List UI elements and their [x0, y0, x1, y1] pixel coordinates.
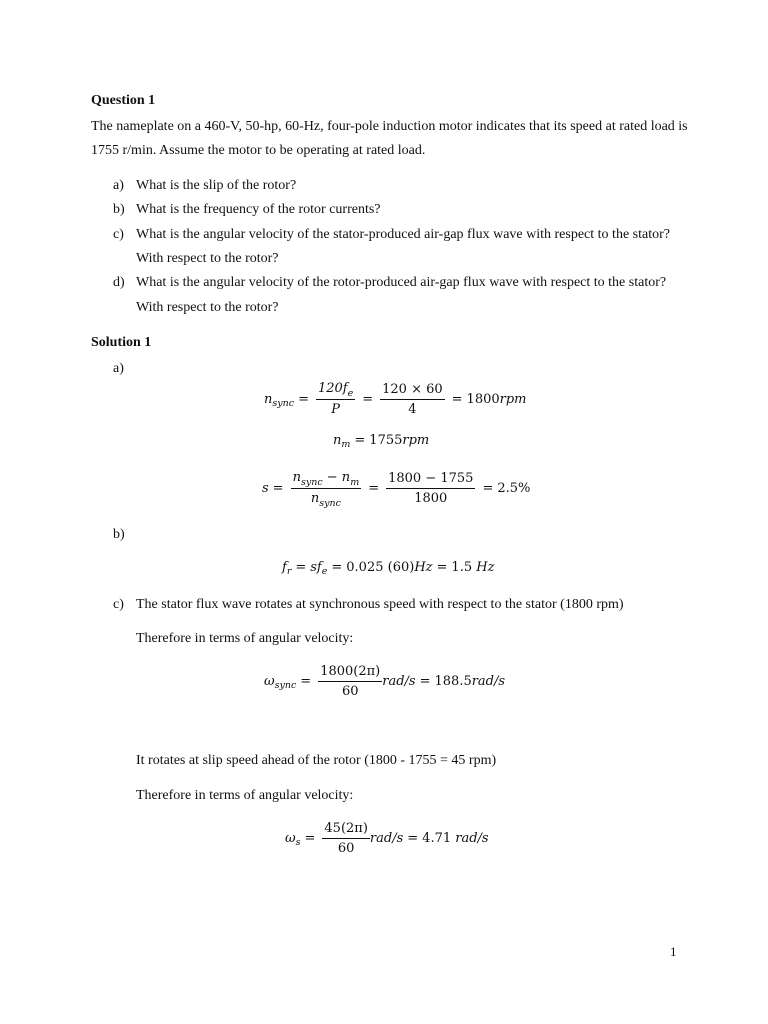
equation-rotor-frequency: f r = sf e = 0.025 (60) Hz = 1.5 Hz [282, 560, 495, 577]
eq-unit-1: rad/s [382, 674, 416, 689]
frac-num: 120f [317, 381, 348, 396]
solution-c-text-4: Therefore in terms of angular velocity: [136, 788, 354, 803]
eq-lhs-sub: s [295, 837, 301, 848]
eq-mid: 0.025 (60) [346, 560, 415, 575]
eq-lhs: n [264, 391, 273, 407]
solution-marker-a: a) [113, 361, 124, 376]
list-marker-d: d) [113, 275, 125, 290]
eq-lhs-sub: sync [272, 397, 295, 409]
eq-sfe: sf [310, 560, 322, 575]
eq-lhs: ω [264, 674, 275, 689]
eq-result: 2.5% [497, 481, 531, 496]
solution-marker-c: c) [113, 597, 124, 612]
eq-sfe-sub: e [321, 566, 328, 577]
frac-den-sub: sync [319, 498, 341, 509]
eq-lhs: n [333, 433, 342, 448]
frac-num-a: n [292, 470, 301, 485]
frac-num: 1800 − 1755 [386, 470, 475, 489]
fraction-45-2pi-over-60 [322, 820, 370, 857]
eq-lhs-sub: m [341, 439, 351, 450]
equation-rotor-speed: n m = 1755 rpm [333, 433, 430, 450]
frac-num-sub: e [347, 388, 354, 399]
list-item-b: What is the frequency of the rotor currents? [136, 202, 381, 217]
fraction-slip-numeric [386, 470, 475, 507]
eq-lhs: ω [285, 831, 296, 846]
list-item-d: What is the angular velocity of the rotor-produced air-gap flux wave with respect to the stator? [136, 275, 667, 290]
solution-c-text-3: It rotates at slip speed ahead of the rotor (1800 - 1755 = 45 rpm) [136, 753, 497, 768]
equation-omega-sync: ω sync = $\frac{1800(2\pi)}{60}$ rad/s = 188.5 rad/s [264, 664, 506, 699]
solution-marker-b: b) [113, 527, 125, 542]
solution-heading: Solution 1 [91, 335, 152, 350]
fraction-120x60-over-4 [380, 381, 445, 418]
frac-num: 1800(2π) [318, 663, 382, 682]
fraction-slip-symbolic [291, 469, 362, 508]
question-text-line-1: The nameplate on a 460-V, 50-hp, 60-Hz, four-pole induction motor indicates that its speed at rated load is [91, 119, 688, 134]
question-text-line-2: 1755 r/min. Assume the motor to be operating at rated load. [91, 143, 426, 158]
fraction-1800-2pi-over-60 [318, 663, 382, 700]
equation-omega-slip: ω s = $\frac{45(2\pi)}{60}$ rad/s = 4.71 rad/s [285, 821, 489, 856]
eq-unit-2: rad/s [471, 674, 506, 689]
frac-den: 4 [408, 401, 417, 417]
eq-unit-1: Hz [414, 560, 433, 575]
eq-value: 1755 [369, 433, 403, 448]
list-item-a: What is the slip of the rotor? [136, 178, 297, 193]
list-marker-a: a) [113, 178, 124, 193]
frac-num: 120 × 60 [380, 381, 445, 400]
eq-result: 4.71 [422, 831, 452, 846]
equation-synchronous-speed: n sync = $\frac{120f_e}{P}$ = $\frac{120 \times 60}{4}$ = 1800 rpm [264, 381, 527, 417]
list-item-c-continued: With respect to the rotor? [136, 251, 279, 266]
list-marker-b: b) [113, 202, 125, 217]
eq-unit-2: rad/s [455, 831, 489, 846]
eq-lhs-sub: r [286, 566, 292, 577]
eq-result: 1.5 [451, 560, 473, 575]
frac-num-b-sub: m [350, 477, 360, 488]
solution-c-text-2: Therefore in terms of angular velocity: [136, 631, 354, 646]
eq-unit: rpm [402, 433, 430, 448]
fraction-120fe-over-p [316, 380, 355, 418]
eq-unit: rpm [499, 391, 527, 407]
list-item-c: What is the angular velocity of the stator-produced air-gap flux wave with respect to the stator? [136, 227, 670, 242]
frac-den: n [310, 491, 320, 506]
equation-slip: s = $\frac{n_{sync} - n_m}{n_{sync}}$ = $\frac{1800 - 1755}{1800}$ = 2.5% [262, 470, 531, 509]
eq-lhs: s [262, 481, 269, 496]
frac-den: P [331, 402, 340, 417]
frac-num-b: − n [326, 470, 351, 485]
eq-result: 1800 [466, 391, 500, 407]
frac-den: 60 [341, 684, 359, 699]
eq-lhs-sub: sync [274, 680, 297, 691]
list-item-d-continued: With respect to the rotor? [136, 300, 279, 315]
frac-num: 45(2π) [322, 820, 370, 839]
question-heading: Question 1 [91, 93, 156, 108]
frac-den: 1800 [414, 491, 448, 506]
list-marker-c: c) [113, 227, 124, 242]
frac-den: 60 [337, 841, 355, 856]
page-number: 1 [670, 944, 677, 959]
frac-num-a-sub: sync [300, 477, 323, 488]
eq-unit-1: rad/s [369, 831, 404, 846]
eq-result: 188.5 [434, 674, 472, 689]
eq-lhs: f [282, 560, 287, 575]
solution-c-text-1: The stator flux wave rotates at synchronous speed with respect to the stator (1800 rpm) [136, 597, 624, 612]
eq-unit-2: Hz [476, 560, 495, 575]
